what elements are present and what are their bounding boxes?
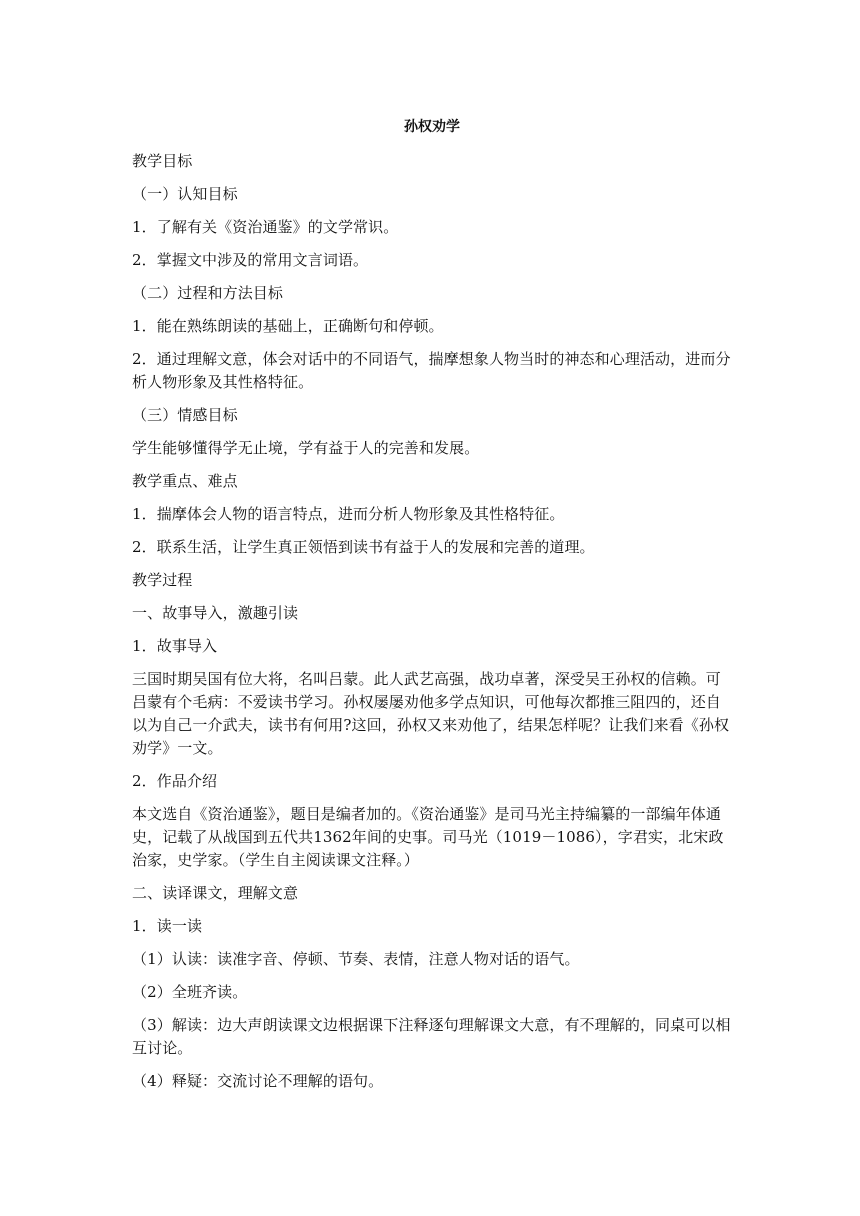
subsection-heading: 二、读译课文，理解文意 xyxy=(132,884,299,902)
list-item: （2）全班齐读。 xyxy=(132,983,248,1001)
list-item: 1．揣摩体会人物的语言特点，进而分析人物形象及其性格特征。 xyxy=(132,505,565,523)
list-item: 1．读一读 xyxy=(132,917,203,935)
section-heading: 教学过程 xyxy=(132,571,193,589)
list-item: （4）释疑：交流讨论不理解的语句。 xyxy=(132,1072,384,1090)
list-item: 2．掌握文中涉及的常用文言词语。 xyxy=(132,251,369,269)
list-item: 2．通过理解文意，体会对话中的不同语气，揣摩想象人物当时的神态和心理活动，进而分析人物形象及其性格特征。 xyxy=(132,350,731,391)
subsection-heading: （一）认知目标 xyxy=(132,185,238,203)
body-paragraph: 本文选自《资治通鉴》，题目是编者加的。《资治通鉴》是司马光主持编纂的一部编年体通史，记载了从战国到五代共1362年间的史事。司马光（1019－1086），字君实，北宋政治家，史学家。（学生自主阅读课文注释。） xyxy=(132,805,724,869)
subsection-heading: （二）过程和方法目标 xyxy=(132,284,284,302)
list-item: （3）解读：边大声朗读课文边根据课下注释逐句理解课文大意，有不理解的，同桌可以相互讨论。 xyxy=(132,1016,731,1057)
list-item: （1）认读：读准字音、停顿、节奏、表情，注意人物对话的语气。 xyxy=(132,950,580,968)
list-item: 1．能在熟练朗读的基础上，正确断句和停顿。 xyxy=(132,317,444,335)
list-item: 1．故事导入 xyxy=(132,637,218,655)
section-heading: 教学重点、难点 xyxy=(132,472,238,490)
document-page xyxy=(132,118,732,1103)
body-paragraph: 三国时期吴国有位大将，名叫吕蒙。此人武艺高强，战功卓著，深受吴王孙权的信赖。可吕蒙有个毛病：不爱读书学习。孙权屡屡劝他多学点知识，可他每次都推三阻四的，还自以为自己一介武夫，读书有何用?这回，孙权又来劝他了，结果怎样呢？让我们来看《孙权劝学》一文。 xyxy=(132,670,730,757)
list-item: 2．作品介绍 xyxy=(132,772,218,790)
section-heading: 教学目标 xyxy=(132,152,193,170)
document-title: 孙权劝学 xyxy=(404,119,460,135)
body-paragraph: 学生能够懂得学无止境，学有益于人的完善和发展。 xyxy=(132,439,480,457)
subsection-heading: 一、故事导入，激趣引读 xyxy=(132,604,299,622)
subsection-heading: （三）情感目标 xyxy=(132,406,238,424)
list-item: 1．了解有关《资治通鉴》的文学常识。 xyxy=(132,218,399,236)
list-item: 2．联系生活，让学生真正领悟到读书有益于人的发展和完善的道理。 xyxy=(132,538,595,556)
